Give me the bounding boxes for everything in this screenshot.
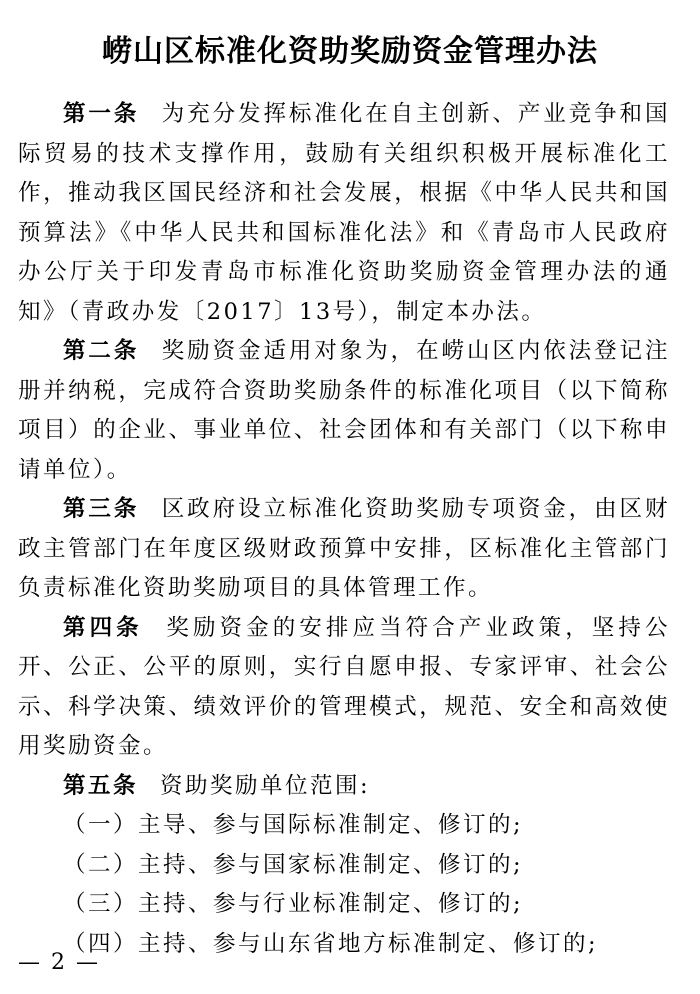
article-text: 区政府设立标准化资助奖励专项资金，由区财政主管部门在年度区级财政预算中安排，区标准化主管部门负责标准化资助奖励项目的具体管理工作。 — [18, 496, 670, 601]
article-1 — [18, 95, 670, 332]
article-number: 第二条 — [63, 338, 140, 364]
article-3 — [18, 490, 670, 609]
list-item: （一）主导、参与国际标准制定、修订的; — [63, 812, 524, 838]
article-number: 第一条 — [63, 101, 140, 127]
article-2 — [18, 332, 670, 490]
article-5 — [18, 767, 670, 807]
list-item: （二）主持、参与国家标准制定、修订的; — [63, 851, 524, 878]
list-item: （三）主持、参与行业标准制定、修订的; — [63, 891, 524, 917]
article-text: 奖励资金的安排应当符合产业政策，坚持公开、公正、公平的原则，实行自愿申报、专家评审、社会公示、科学决策、绩效评价的管理模式，规范、安全和高效使用奖励资金。 — [18, 614, 670, 759]
page-number: — 2 — — [18, 950, 100, 975]
article-text: 为充分发挥标准化在自主创新、产业竞争和国际贸易的技术支撑作用，鼓励有关组织积极开展标准化工作，推动我区国民经济和社会发展，根据《中华人民共和国预算法》《中华人民共和国标准化法》和《青岛市人民政府办公厅关于印发青岛市标准化资助奖励资金管理办法的通知》（青政办发〔2017〕13号），制定本办法。 — [18, 101, 670, 325]
article-text: 奖励资金适用对象为，在崂山区内依法登记注册并纳税，完成符合资助奖励条件的标准化项目（以下简称项目）的企业、事业单位、社会团体和有关部门（以下称申请单位）。 — [18, 338, 670, 483]
document-title: 崂山区标准化资助奖励资金管理办法 — [102, 34, 598, 69]
document-body — [18, 95, 670, 964]
article-number: 第四条 — [63, 614, 143, 641]
scope-list — [18, 806, 670, 964]
article-number: 第三条 — [63, 496, 140, 522]
article-text: 资助奖励单位范围: — [160, 772, 371, 799]
article-number: 第五条 — [63, 772, 139, 799]
article-4 — [18, 609, 670, 767]
list-item: （四）主持、参与山东省地方标准制定、修订的; — [63, 930, 599, 957]
